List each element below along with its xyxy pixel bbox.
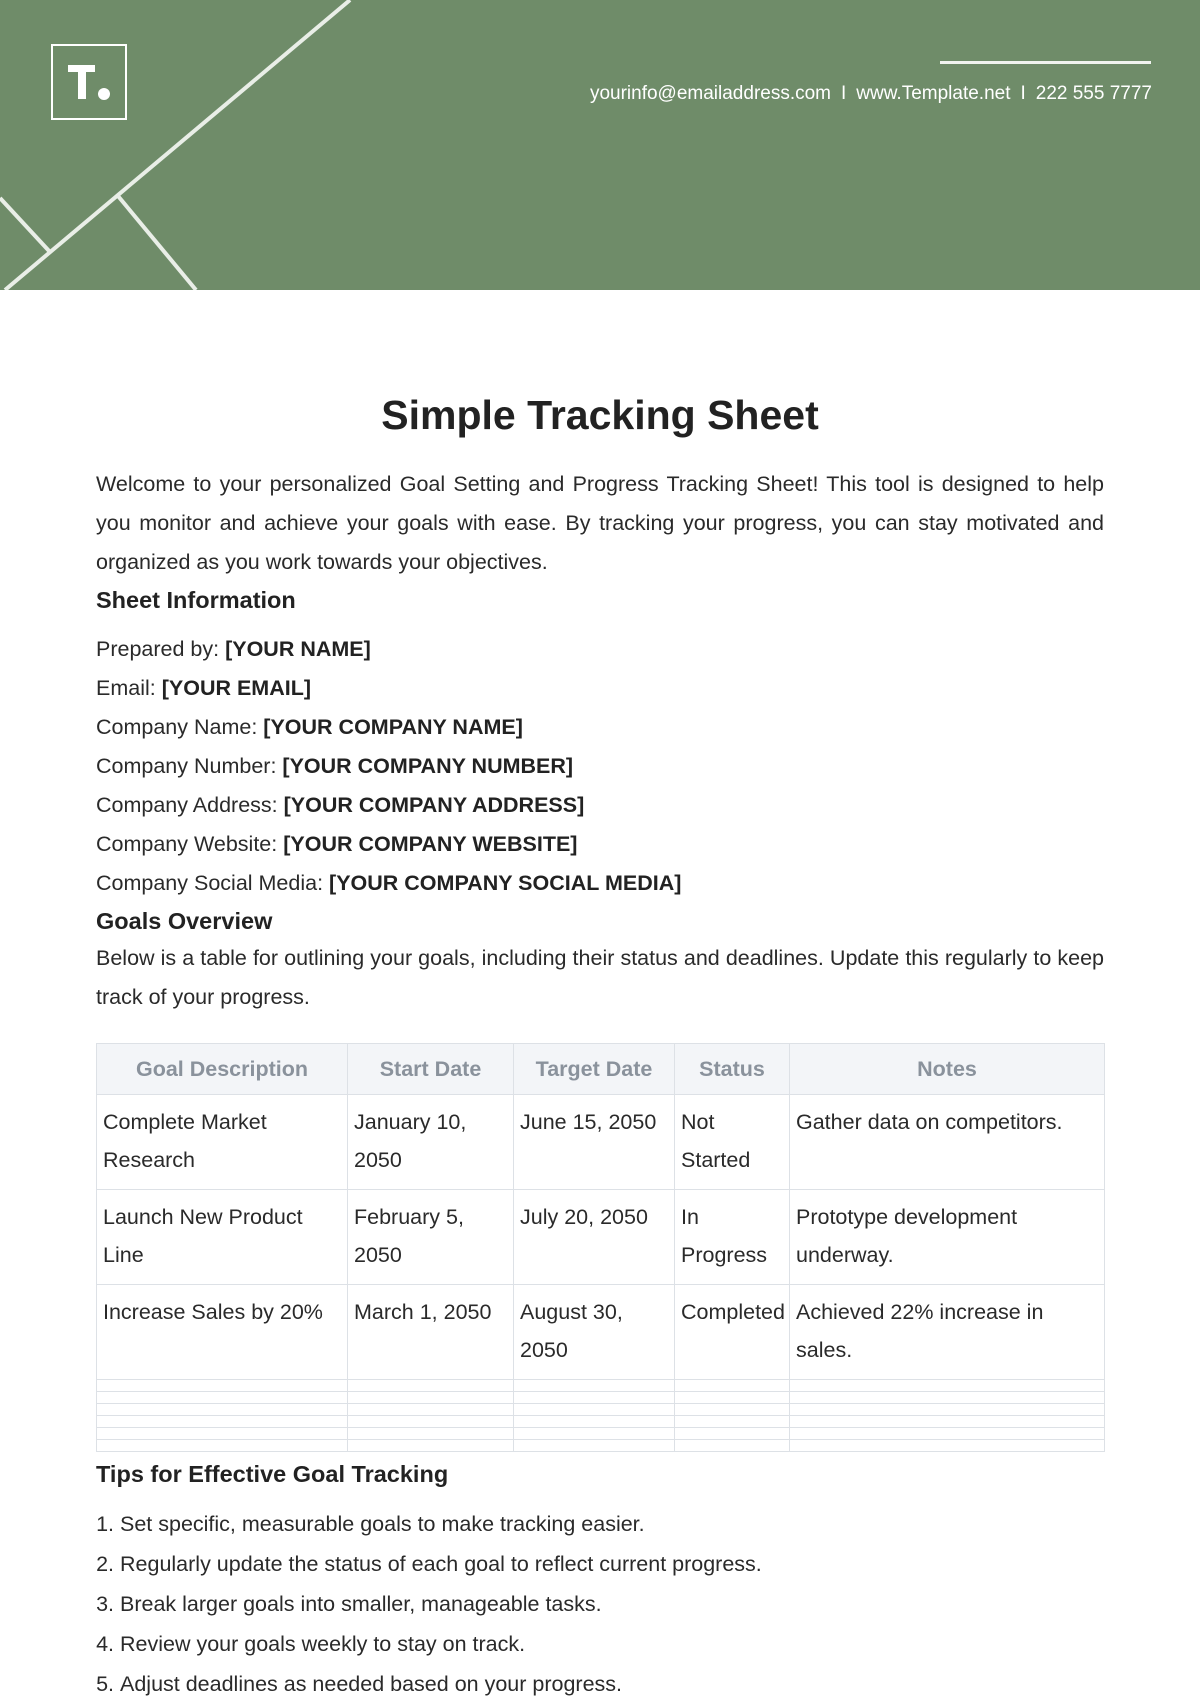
- goals-intro-paragraph: Below is a table for outlining your goals, including their status and deadlines. Update this regularly to keep track of your progress.: [96, 946, 1104, 1009]
- sheet-info-heading: Sheet Information: [96, 587, 296, 613]
- info-row-company-name: [96, 708, 1104, 747]
- contact-info: [590, 83, 1152, 105]
- contact-separator: I: [1020, 83, 1026, 104]
- list-item: 1. Set specific, measurable goals to make tracking easier.: [120, 1504, 1104, 1544]
- list-item: 3. Break larger goals into smaller, manageable tasks.: [120, 1584, 1104, 1624]
- logo-mark-icon: [53, 46, 125, 118]
- tips-heading: Tips for Effective Goal Tracking: [96, 1461, 449, 1487]
- info-value: [YOUR NAME]: [225, 637, 371, 661]
- goals-table: [96, 1043, 1105, 1452]
- contact-email[interactable]: yourinfo@emailaddress.com: [589, 83, 832, 104]
- goal-description-cell: Launch New Product Line: [97, 1190, 348, 1285]
- info-value: [YOUR COMPANY NAME]: [263, 715, 523, 739]
- info-value: [YOUR COMPANY SOCIAL MEDIA]: [329, 871, 682, 895]
- table-row: [97, 1095, 1105, 1190]
- info-label: Email:: [96, 676, 162, 700]
- list-item: 4. Review your goals weekly to stay on track.: [120, 1624, 1104, 1664]
- info-value: [YOUR COMPANY ADDRESS]: [283, 793, 585, 817]
- target-date-cell: July 20, 2050: [514, 1190, 675, 1285]
- intro-paragraph: Welcome to your personalized Goal Setting and Progress Tracking Sheet! This tool is designed to help you monitor and achieve your goals with ease. By tracking your progress, you can stay motivated and organized as you work towards your objectives.: [96, 472, 1104, 574]
- table-header-row: [97, 1044, 1105, 1095]
- empty-table-row: [97, 1440, 1105, 1452]
- page-title: Simple Tracking Sheet: [381, 392, 819, 438]
- header-decoration: [0, 0, 1200, 290]
- column-header: Status: [675, 1044, 790, 1095]
- empty-table-row: [97, 1380, 1105, 1392]
- empty-table-row: [97, 1404, 1105, 1416]
- contact-website[interactable]: www.Template.net: [856, 83, 1011, 104]
- empty-table-row: [97, 1428, 1105, 1440]
- info-label: Company Number:: [96, 754, 283, 778]
- sheet-info-list: [96, 630, 1104, 903]
- start-date-cell: February 5, 2050: [348, 1190, 514, 1285]
- info-row-company-address: [96, 786, 1104, 825]
- info-label: Prepared by:: [96, 637, 226, 661]
- goals-heading: Goals Overview: [96, 908, 273, 934]
- contact-separator: I: [841, 83, 847, 104]
- status-cell: In Progress: [675, 1190, 790, 1285]
- list-item: 2. Regularly update the status of each goal to reflect current progress.: [120, 1544, 1104, 1584]
- empty-table-row: [97, 1416, 1105, 1428]
- notes-cell: Prototype development underway.: [790, 1190, 1105, 1285]
- goal-description-cell: Complete Market Research: [97, 1095, 348, 1190]
- info-row-company-number: [96, 747, 1104, 786]
- notes-cell: Gather data on competitors.: [790, 1095, 1105, 1190]
- column-header: Notes: [790, 1044, 1105, 1095]
- start-date-cell: March 1, 2050: [348, 1285, 514, 1380]
- start-date-cell: January 10, 2050: [348, 1095, 514, 1190]
- table-row: [97, 1285, 1105, 1380]
- company-logo: [51, 44, 127, 120]
- info-row-company-social-media: [96, 864, 1104, 903]
- info-label: Company Address:: [96, 793, 284, 817]
- column-header: Target Date: [514, 1044, 675, 1095]
- status-cell: Completed: [675, 1285, 790, 1380]
- info-value: [YOUR EMAIL]: [161, 676, 312, 700]
- info-row-prepared-by: [96, 630, 1104, 669]
- info-row-email: [96, 669, 1104, 708]
- column-header: Start Date: [348, 1044, 514, 1095]
- contact-divider: [940, 61, 1151, 64]
- info-row-company-website: [96, 825, 1104, 864]
- notes-cell: Achieved 22% increase in sales.: [790, 1285, 1105, 1380]
- table-row: [97, 1190, 1105, 1285]
- empty-table-row: [97, 1392, 1105, 1404]
- info-value: [YOUR COMPANY WEBSITE]: [283, 832, 578, 856]
- info-label: Company Social Media:: [96, 871, 330, 895]
- target-date-cell: August 30, 2050: [514, 1285, 675, 1380]
- column-header: Goal Description: [97, 1044, 348, 1095]
- tips-list: [96, 1504, 1104, 1704]
- goal-description-cell: Increase Sales by 20%: [97, 1285, 348, 1380]
- info-label: Company Website:: [96, 832, 284, 856]
- document-body: [96, 465, 1104, 1704]
- list-item: 5. Adjust deadlines as needed based on your progress.: [120, 1664, 1104, 1704]
- contact-phone: 222 555 7777: [1035, 83, 1152, 104]
- info-value: [YOUR COMPANY NUMBER]: [282, 754, 574, 778]
- status-cell: Not Started: [675, 1095, 790, 1190]
- header-banner: [0, 0, 1200, 290]
- target-date-cell: June 15, 2050: [514, 1095, 675, 1190]
- info-label: Company Name:: [96, 715, 264, 739]
